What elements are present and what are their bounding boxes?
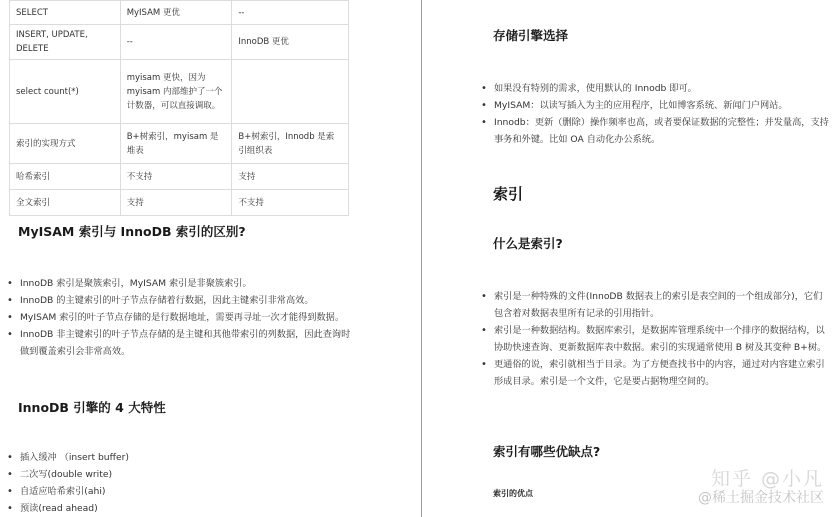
- table-cell: 哈希索引: [10, 164, 121, 190]
- watermark-line-1: 知乎 @小凡: [710, 468, 824, 490]
- heading-index: 索引: [493, 185, 524, 203]
- table-cell: 支持: [120, 190, 232, 216]
- page-divider: [421, 0, 422, 517]
- table-cell: 不支持: [232, 190, 349, 216]
- list-item: • 如果没有特别的需求，使用默认的 Innodb 即可。: [480, 80, 830, 97]
- list-item: • InnoDB 的主键索引的叶子节点存储着行数据，因此主键索引非常高效。: [6, 292, 356, 309]
- table-row: [10, 190, 349, 216]
- table-cell: 索引的实现方式: [10, 124, 121, 164]
- table-cell: 不支持: [120, 164, 232, 190]
- table-row: [10, 60, 349, 124]
- list-item: • MyISAM 索引的叶子节点存储的是行数据地址，需要再寻址一次才能得到数据。: [6, 309, 356, 326]
- watermark-line-2: @稀土掘金技术社区: [698, 490, 824, 506]
- table-cell: --: [232, 1, 349, 25]
- list-item: • 预读(read ahead): [6, 500, 356, 517]
- table-row: [10, 124, 349, 164]
- list-item: • 更通俗的说，索引就相当于目录。为了方便查找书中的内容，通过对内容建立索引形成目录。索引是一个文件，它是要占据物理空间的。: [480, 356, 830, 390]
- engine-comparison-table: [9, 0, 349, 216]
- table-cell: myisam 更快，因为 myisam 内部维护了一个计数器，可以直接调取。: [120, 60, 232, 124]
- myisam-innodb-diff-list: [6, 275, 356, 360]
- table-cell: INSERT, UPDATE, DELETE: [10, 25, 121, 60]
- section-title-engine-choice: 存储引擎选择: [493, 28, 569, 43]
- list-item: • 索引是一种特殊的文件(InnoDB 数据表上的索引是表空间的一个组成部分)，它们包含着对数据表里所有记录的引用指针。: [480, 288, 830, 322]
- table-cell: --: [120, 25, 232, 60]
- table-cell: select count(*): [10, 60, 121, 124]
- list-item: • InnoDB 非主键索引的叶子节点存储的是主键和其他带索引的列数据，因此查询时做到覆盖索引会非常高效。: [6, 326, 356, 360]
- left-page: [0, 0, 418, 517]
- list-item: • InnoDB 索引是聚簇索引，MyISAM 索引是非聚簇索引。: [6, 275, 356, 292]
- list-item: • 插入缓冲 （insert buffer): [6, 449, 356, 466]
- table-cell: B+树索引，Innodb 是索引组织表: [232, 124, 349, 164]
- section-title-myisam-vs-innodb: MyISAM 索引与 InnoDB 索引的区别?: [18, 224, 246, 239]
- section-title-innodb-features: InnoDB 引擎的 4 大特性: [18, 400, 166, 415]
- table-cell: MyISAM 更优: [120, 1, 232, 25]
- list-item: • Innodb：更新（删除）操作频率也高，或者要保证数据的完整性；并发量高，支持事务和外键。比如 OA 自动化办公系统。: [480, 114, 830, 148]
- table-cell: [232, 60, 349, 124]
- list-item: • 自适应哈希索引(ahi): [6, 483, 356, 500]
- section-title-what-is-index: 什么是索引?: [493, 236, 563, 251]
- list-item: • 索引是一种数据结构。数据库索引，是数据库管理系统中一个排序的数据结构，以协助快速查询、更新数据库表中数据。索引的实现通常使用 B 树及其变种 B+树。: [480, 322, 830, 356]
- watermark: [698, 464, 824, 507]
- innodb-features-list: [6, 449, 356, 517]
- right-page: [425, 0, 840, 517]
- table-row: [10, 25, 349, 60]
- list-item: • 二次写(double write): [6, 466, 356, 483]
- list-item: • MyISAM：以读写插入为主的应用程序，比如博客系统、新闻门户网站。: [480, 97, 830, 114]
- table-row: [10, 164, 349, 190]
- table-cell: B+树索引，myisam 是堆表: [120, 124, 232, 164]
- what-is-index-list: [480, 288, 830, 390]
- table-cell: 全文索引: [10, 190, 121, 216]
- subtitle-index-pros: 索引的优点: [493, 489, 533, 498]
- table-cell: 支持: [232, 164, 349, 190]
- section-title-pros-cons: 索引有哪些优缺点?: [493, 444, 601, 459]
- table-row: [10, 1, 349, 25]
- table-cell: SELECT: [10, 1, 121, 25]
- engine-choice-list: [480, 80, 830, 148]
- table-cell: InnoDB 更优: [232, 25, 349, 60]
